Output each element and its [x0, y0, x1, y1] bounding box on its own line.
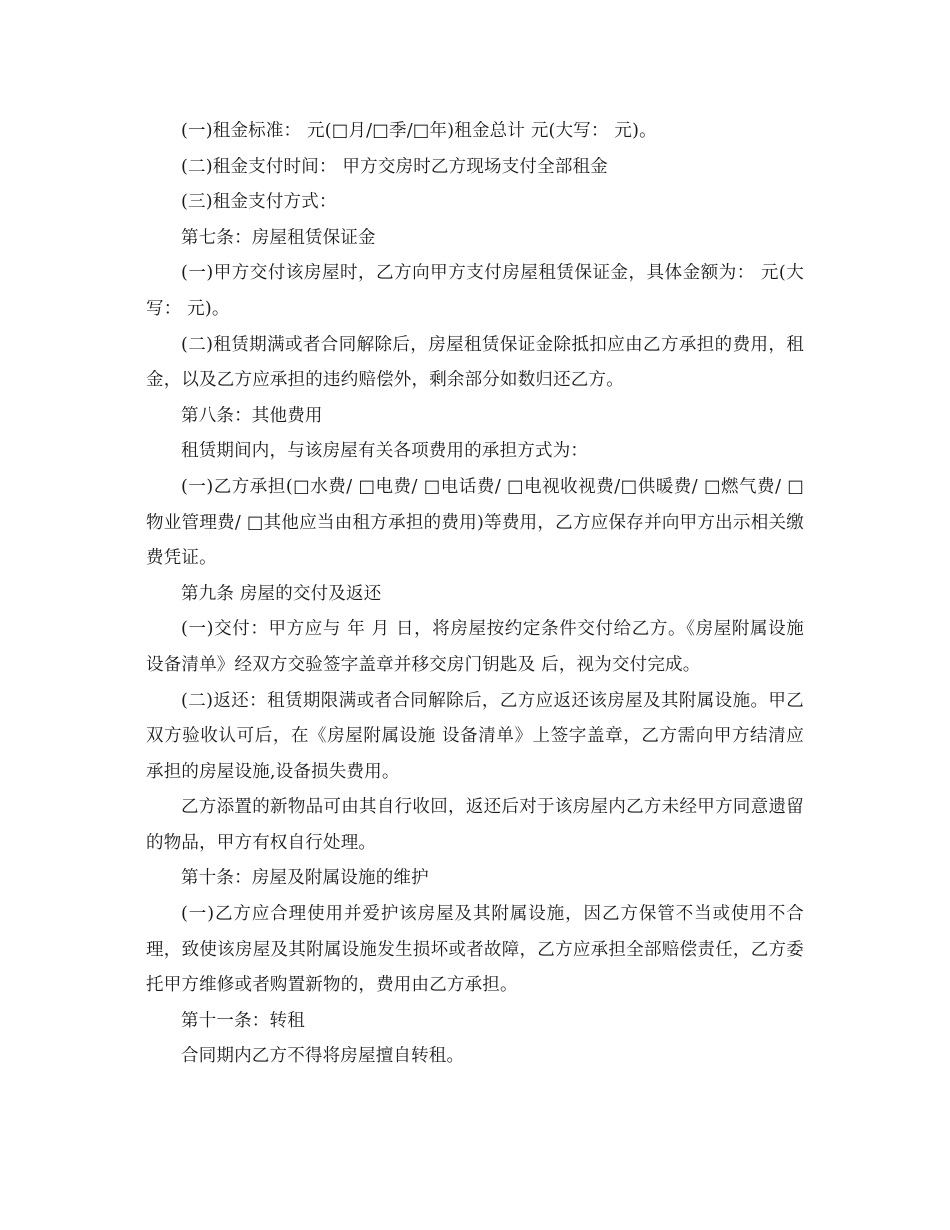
article-10-heading: 第十条：房屋及附属设施的维护: [181, 868, 429, 889]
fees-intro-paragraph: 租赁期间内，与该房屋有关各项费用的承担方式为：: [181, 441, 589, 462]
article-11-heading: 第十一条：转租: [181, 1010, 305, 1031]
rent-payment-method-paragraph: (三)租金支付方式：: [181, 192, 337, 213]
sublet-paragraph: 合同期内乙方不得将房屋擅自转租。: [181, 1046, 465, 1067]
rent-payment-time-paragraph: (二)租金支付时间： 甲方交房时乙方现场支付全部租金: [181, 156, 608, 177]
maintenance-paragraph: (一)乙方应合理使用并爱护该房屋及其附属设施，因乙方保管不当或使用不合理，致使该房屋及其附属设施发生损坏或者故障，乙方应承担全部赔偿责任，乙方委托甲方维修或者购置新物的，费用由乙方承担。: [146, 904, 804, 996]
return-paragraph: (二)返还：租赁期限满或者合同解除后，乙方应返还该房屋及其附属设施。甲乙双方验收认可后，在《房屋附属设施 设备清单》上签字盖章，乙方需向甲方结清应承担的房屋设施,设备损失费用。: [146, 690, 804, 782]
handover-paragraph: (一)交付：甲方应与 年 月 日，将房屋按约定条件交付给乙方。《房屋附属设施 设备清单》经双方交验签字盖章并移交房门钥匙及 后，视为交付完成。: [146, 619, 804, 675]
tenant-fees-paragraph: (一)乙方承担(□水费/ □电费/ □电话费/ □电视收视费/□供暖费/ □燃气费/ □物业管理费/ □其他应当由租方承担的费用)等费用，乙方应保存并向甲方出示相关缴费凭证。: [146, 476, 804, 569]
deposit-refund-paragraph: (二)租赁期满或者合同解除后，房屋租赁保证金除抵扣应由乙方承担的费用，租金，以及乙方应承担的违约赔偿外，剩余部分如数归还乙方。: [146, 334, 804, 391]
document-body: [146, 114, 804, 1075]
article-8-heading: 第八条：其他费用: [181, 405, 323, 426]
article-9-heading: 第九条 房屋的交付及返还: [181, 583, 382, 604]
added-items-paragraph: 乙方添置的新物品可由其自行收回，返还后对于该房屋内乙方未经甲方同意遗留的物品，甲方有权自行处理。: [146, 797, 804, 853]
rent-standard-paragraph: (一)租金标准： 元(□月/□季/□年)租金总计 元(大写： 元)。: [181, 121, 657, 141]
article-7-heading: 第七条：房屋租赁保证金: [181, 227, 376, 248]
deposit-amount-paragraph: (一)甲方交付该房屋时，乙方向甲方支付房屋租赁保证金，具体金额为： 元(大写： 元)。: [146, 263, 804, 319]
